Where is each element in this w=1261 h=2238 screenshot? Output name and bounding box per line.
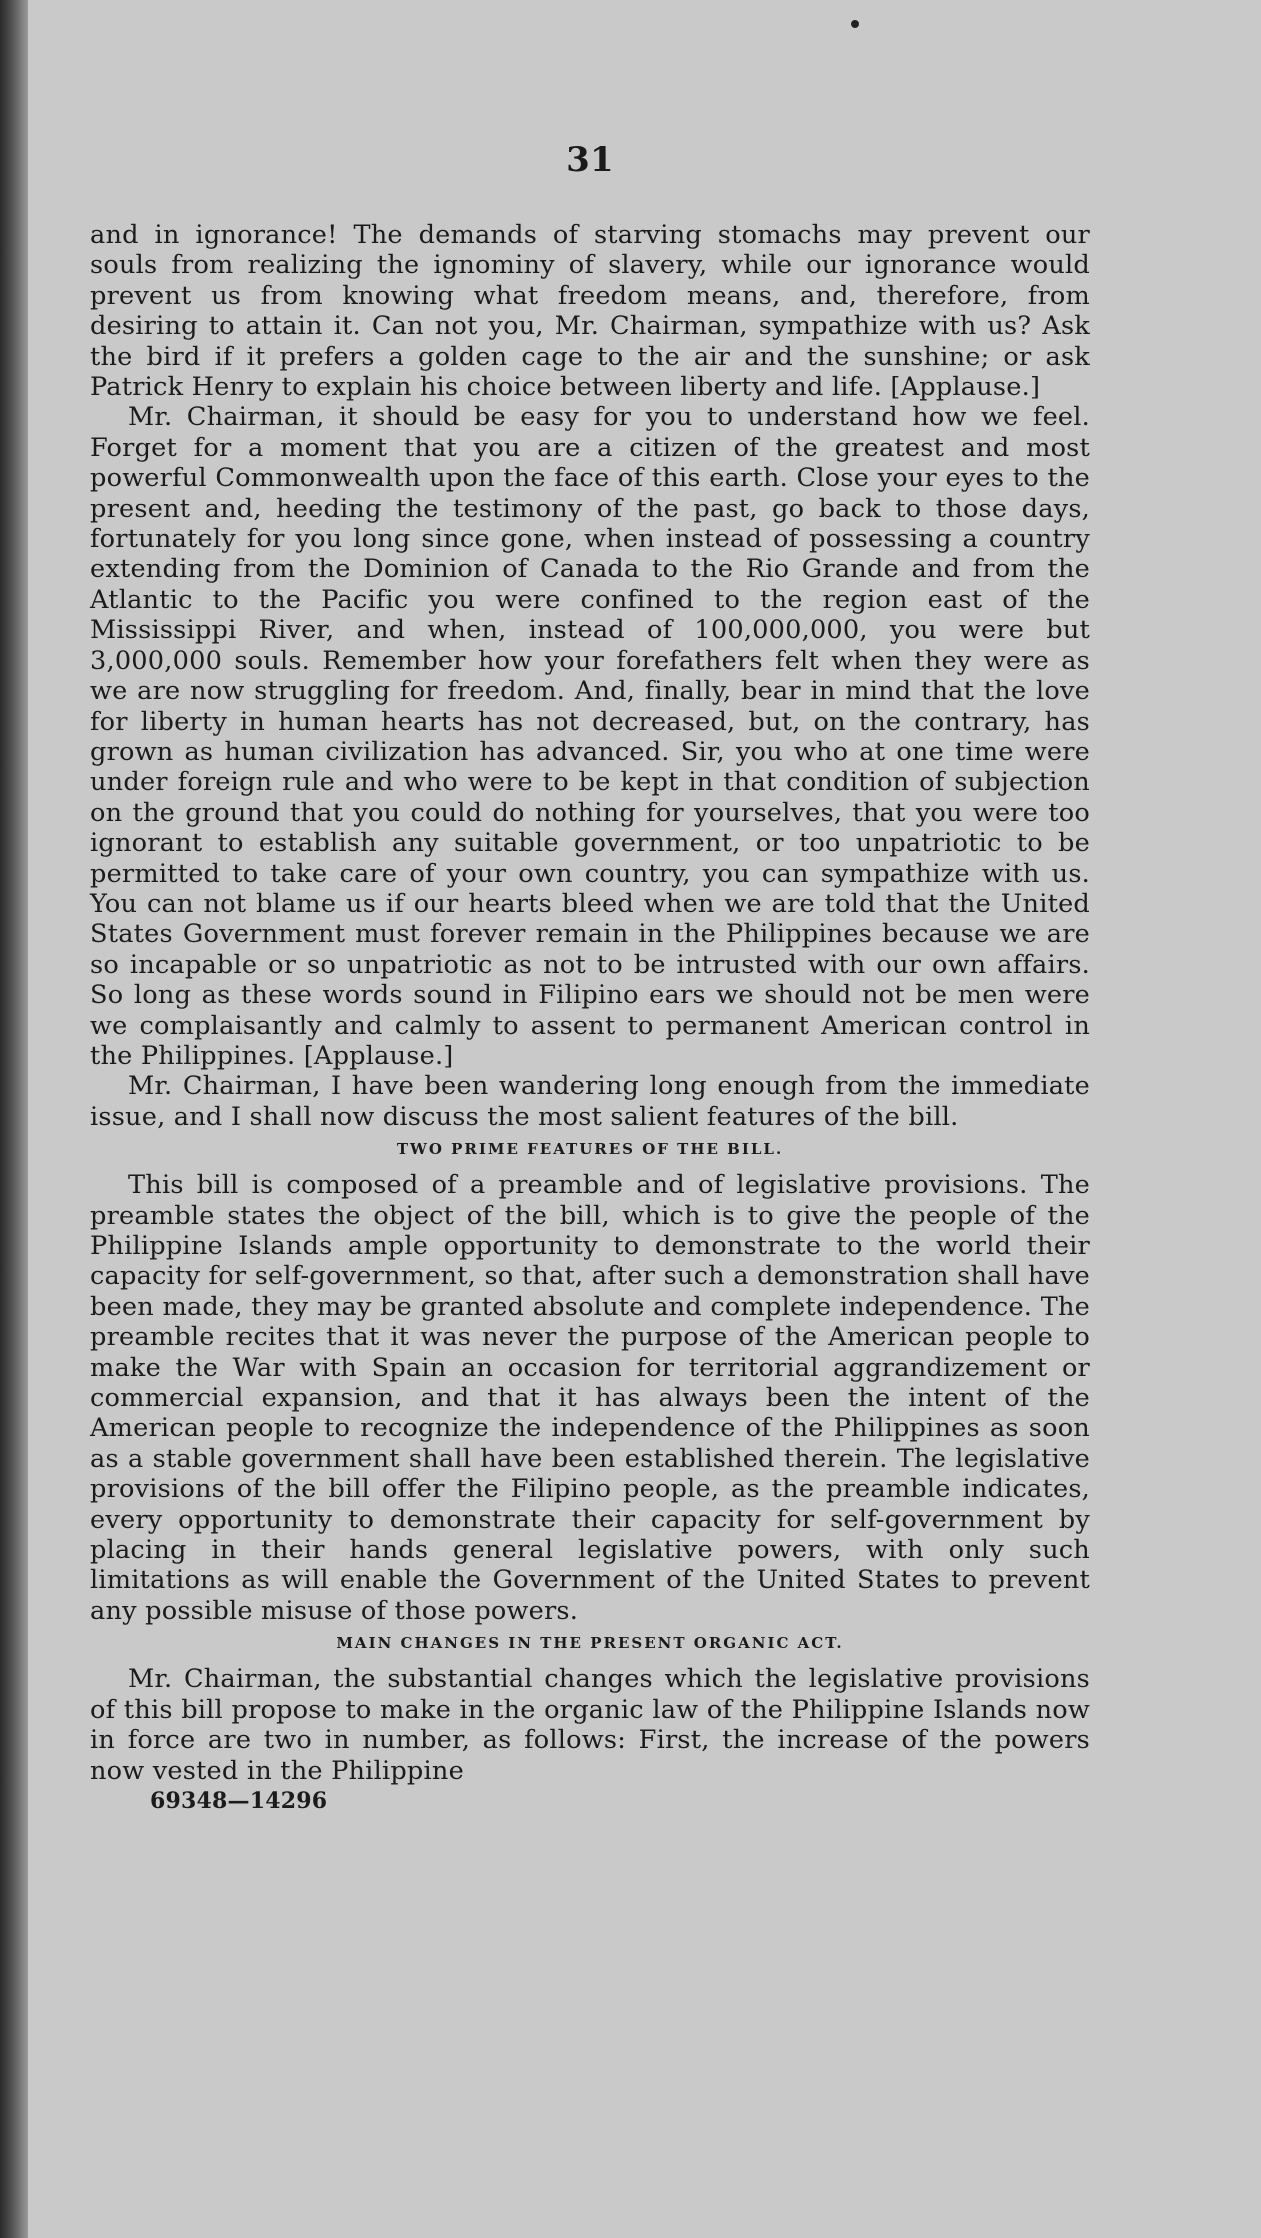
document-page [90,140,1090,1816]
section-heading-main-changes: MAIN CHANGES IN THE PRESENT ORGANIC ACT. [336,1634,844,1653]
paragraph-2: Mr. Chairman, it should be easy for you to understand how we feel. Forget for a moment that you are a citizen of the greatest and most powerful Commonwealth upon the face of this earth. Close your eyes to the present and, heeding the testimony of the past, go back to those days, fortunately for you long since gone, when instead of possessing a country extending from the Dominion of Canada to the Rio Grande and from the Atlantic to the Pacific you were confined to the region east of the Mississippi River, and when, instead of 100,000,000, you were but 3,000,000 souls. Remember how your forefathers felt when they were as we are now struggling for freedom. And, finally, bear in mind that the love for liberty in human hearts has not decreased, but, on the contrary, has grown as human civilization has advanced. Sir, you who at one time were under foreign rule and who were to be kept in that condition of subjection on the ground that you could do nothing for yourselves, that you were too ignorant to establish any suitable government, or too unpatriotic to be permitted to take care of your own country, you can sympathize with us. You can not blame us if our hearts bleed when we are told that the United States Government must forever remain in the Philippines because we are so incapable or so unpatriotic as not to be intrusted with our own affairs. So long as these words sound in Filipino ears we should not be men were we complaisantly and calmly to assent to permanent American control in the Philippines. [Applause.] [90,402,1090,1071]
paragraph-4: This bill is composed of a preamble and of legislative provisions. The preamble states the object of the bill, which is to give the people of the Philippine Islands ample opportunity to demonstrate to the world their capacity for self-government, so that, after such a demonstration shall have been made, they may be granted absolute and complete independence. The preamble recites that it was never the purpose of the American people to make the War with Spain an occasion for territorial aggrandizement or commercial expansion, and that it has always been the intent of the American people to recognize the independence of the Philippines as soon as a stable government shall have been established therein. The legislative provisions of the bill offer the Filipino people, as the preamble indicates, every opportunity to demonstrate their capacity for self-government by placing in their hands general legislative powers, with only such limitations as will enable the Government of the United States to prevent any possible misuse of those powers. [90,1170,1090,1626]
ink-spot [851,20,859,28]
page-number: 31 [566,140,614,180]
print-code: 69348—14296 [150,1787,328,1814]
paragraph-1: and in ignorance! The demands of starving stomachs may prevent our souls from realizing the ignominy of slavery, while our ignorance would prevent us from knowing what freedom means, and, therefore, from desiring to attain it. Can not you, Mr. Chairman, sympathize with us? Ask the bird if it prefers a golden cage to the air and the sunshine; or ask Patrick Henry to explain his choice between liberty and life. [Applause.] [90,220,1090,403]
paragraph-3: Mr. Chairman, I have been wandering long enough from the immediate issue, and I shall now discuss the most salient features of the bill. [90,1071,1090,1132]
section-heading-two-prime-features: TWO PRIME FEATURES OF THE BILL. [396,1140,784,1159]
binding-edge [0,0,28,2238]
paragraph-5: Mr. Chairman, the substantial changes which the legislative provisions of this bill propose to make in the organic law of the Philippine Islands now in force are two in number, as follows: First, the increase of the powers now vested in the Philippine [90,1664,1090,1786]
